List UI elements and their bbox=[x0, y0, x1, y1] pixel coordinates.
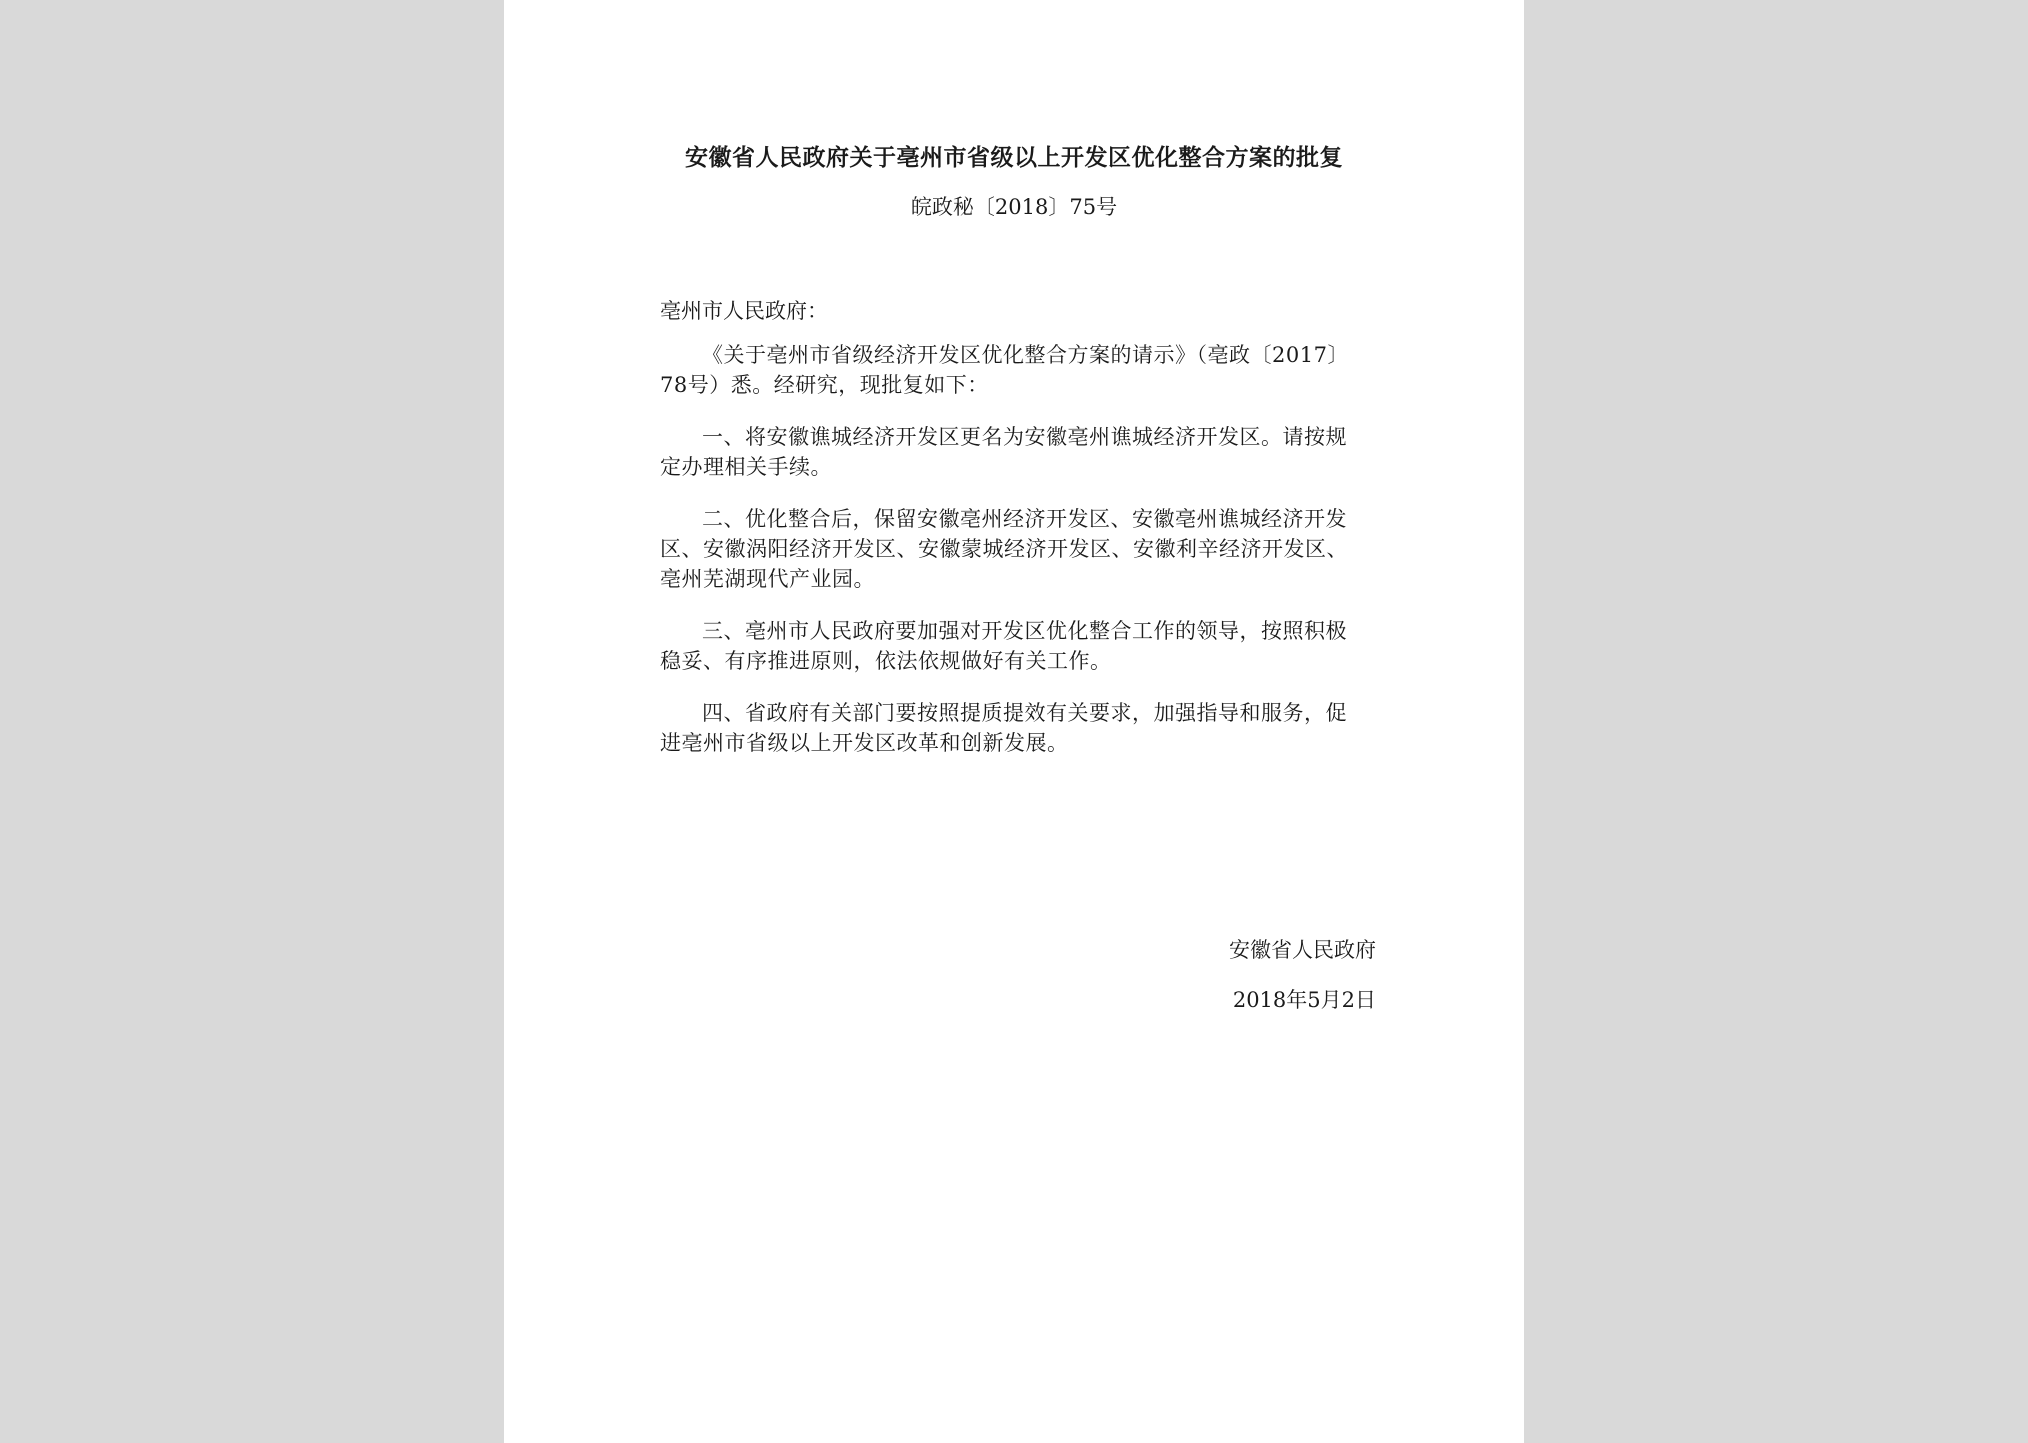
signature-date: 2018年5月2日 bbox=[1232, 988, 1376, 1012]
paragraph-intro: 《关于亳州市省级经济开发区优化整合方案的请示》（亳政〔2017〕78号）悉。经研究，现批复如下： bbox=[660, 343, 1349, 397]
paragraph-item-3: 三、亳州市人民政府要加强对开发区优化整合工作的领导，按照积极稳妥、有序推进原则，依法依规做好有关工作。 bbox=[660, 619, 1347, 673]
paragraph-item-4: 四、省政府有关部门要按照提质提效有关要求，加强指导和服务，促进亳州市省级以上开发区改革和创新发展。 bbox=[660, 701, 1347, 755]
document-number: 皖政秘〔2018〕75号 bbox=[910, 195, 1118, 219]
document-body bbox=[660, 296, 1366, 780]
document-page bbox=[504, 0, 1524, 1443]
paragraph-item-2: 二、优化整合后，保留安徽亳州经济开发区、安徽亳州谯城经济开发区、安徽涡阳经济开发区、安徽蒙城经济开发区、安徽利辛经济开发区、亳州芜湖现代产业园。 bbox=[660, 507, 1348, 591]
salutation: 亳州市人民政府： bbox=[660, 299, 828, 323]
signature-organization: 安徽省人民政府 bbox=[1229, 938, 1376, 962]
document-title: 安徽省人民政府关于亳州市省级以上开发区优化整合方案的批复 bbox=[685, 144, 1343, 171]
paragraph-item-1: 一、将安徽谯城经济开发区更名为安徽亳州谯城经济开发区。请按规定办理相关手续。 bbox=[660, 425, 1347, 479]
